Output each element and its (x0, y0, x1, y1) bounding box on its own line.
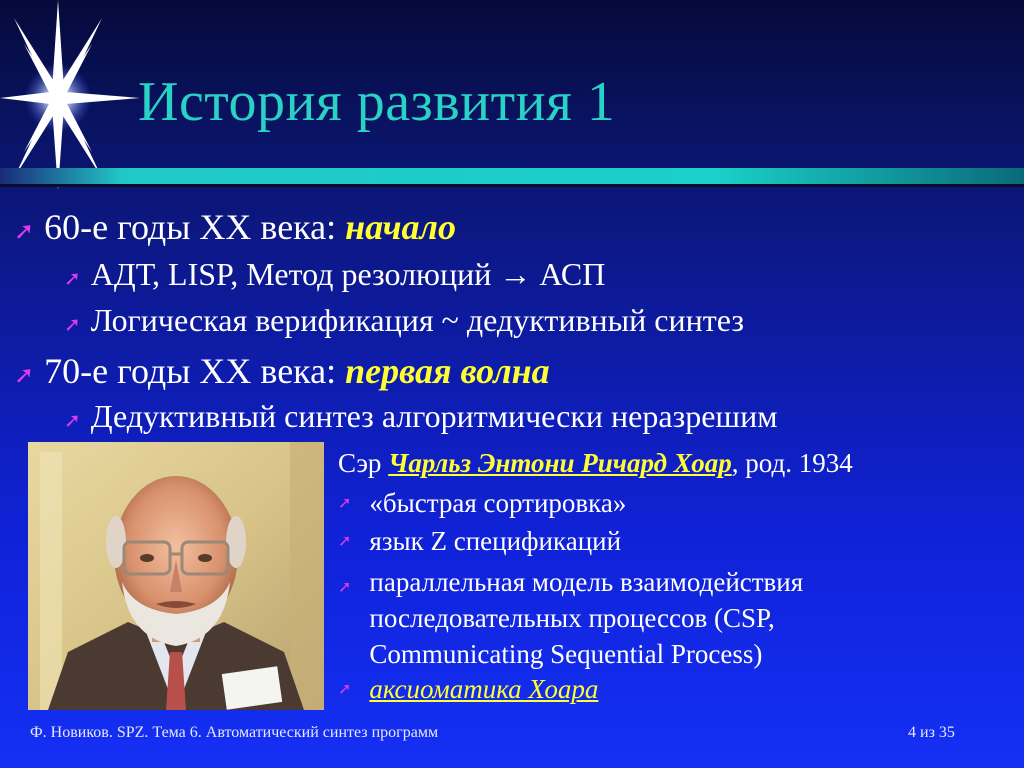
item-z-language-text: язык Z спецификаций (369, 526, 622, 556)
bullet-60s (14, 206, 456, 248)
item-hoare-logic-link[interactable]: аксиоматика Хоара (369, 674, 599, 704)
item-csp-text: параллельная модель взаимодействия последовательных процессов (CSP, Communicating Sequential Process) (369, 567, 804, 669)
sub-bullet-undecidable-text: Дедуктивный синтез алгоритмически неразрешим (90, 398, 778, 434)
sub-bullet-adt-text: АДТ, LISP, Метод резолюций → АСП (90, 256, 606, 292)
footer-page-number: 4 из 35 (908, 724, 955, 741)
sub-bullet-undecidable (64, 398, 777, 435)
item-quicksort-text: «быстрая сортировка» (369, 488, 627, 518)
arrow-up-right-icon: ➚ (338, 577, 352, 596)
item-quicksort (338, 488, 998, 519)
arrow-up-right-icon: ➚ (338, 531, 352, 550)
arrow-up-right-icon: ➚ (14, 361, 35, 389)
bullet-60s-text: 60-е годы XX века: (44, 207, 346, 247)
item-hoare-logic (338, 674, 998, 705)
person-prefix: Сэр (338, 448, 389, 478)
person-name-link[interactable]: Чарльз Энтони Ричард Хоар (388, 448, 732, 478)
arrow-up-right-icon: ➚ (338, 493, 352, 512)
title-divider-shadow (0, 184, 1024, 187)
bullet-60s-emphasis: начало (345, 207, 456, 247)
star-burst-icon (0, 0, 160, 190)
arrow-up-right-icon: ➚ (64, 408, 81, 432)
person-line (338, 448, 853, 479)
title-divider (0, 168, 1024, 184)
sub-bullet-verification-text: Логическая верификация ~ дедуктивный синтез (90, 302, 744, 338)
sub-bullet-adt (64, 256, 605, 293)
footer-course: Ф. Новиков. SPZ. Тема 6. Автоматический синтез программ (30, 724, 439, 741)
arrow-up-right-icon: ➚ (64, 312, 81, 336)
arrow-up-right-icon: ➚ (64, 266, 81, 290)
item-z-language (338, 526, 998, 557)
sub-bullet-verification (64, 302, 744, 339)
item-csp (338, 564, 938, 672)
arrow-up-right-icon: ➚ (338, 679, 352, 698)
arrow-up-right-icon: ➚ (14, 217, 35, 245)
person-suffix: , род. 1934 (731, 448, 853, 478)
bullet-70s-text: 70-е годы XX века: (44, 351, 346, 391)
slide-title: История развития 1 (138, 71, 616, 133)
bullet-70s-emphasis: первая волна (345, 351, 550, 391)
portrait-photo (28, 442, 324, 710)
bullet-70s (14, 350, 550, 392)
